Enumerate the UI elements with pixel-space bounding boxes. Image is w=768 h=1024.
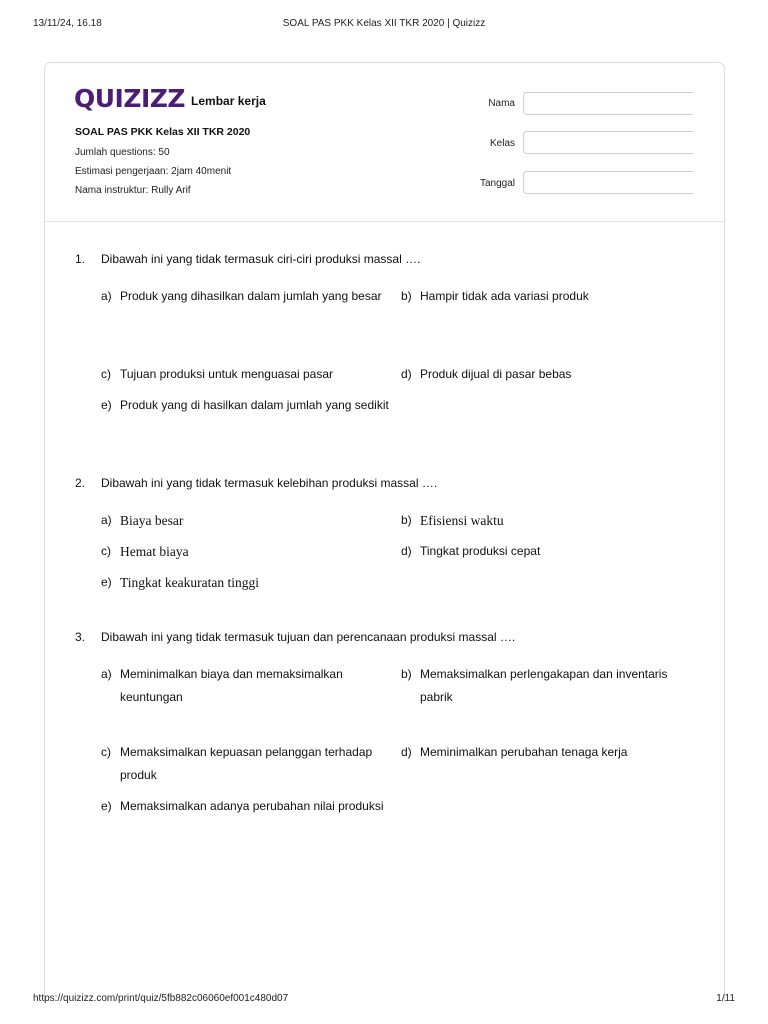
question-number: 3. [75,630,86,644]
option-e: e) Tingkat keakuratan tinggi [101,575,259,590]
instructor-name: Nama instruktur: Rully Arif [75,185,191,196]
option-a: a) Biaya besar [101,513,184,528]
date-label: Tanggal [479,178,515,189]
date-field[interactable] [523,171,693,194]
worksheet-card [44,62,725,1002]
time-estimate: Estimasi pengerjaan: 2jam 40menit [75,166,232,177]
option-e: e) Produk yang di hasilkan dalam jumlah yang sedikit [101,398,389,412]
option-d: d) Produk dijual di pasar bebas [401,367,572,381]
worksheet-label: Lembar kerja [191,94,266,108]
class-field[interactable] [523,131,693,154]
print-page-title: SOAL PAS PKK Kelas XII TKR 2020 | Quizizz [282,18,486,29]
brand [74,86,266,112]
question-text: Dibawah ini yang tidak termasuk ciri-ciri produksi massal …. [101,252,421,266]
questions-count: Jumlah questions: 50 [75,147,170,158]
question-text: Dibawah ini yang tidak termasuk tujuan dan perencanaan produksi massal …. [101,630,516,644]
quizizz-logo: QUIZIZZ [74,84,186,113]
option-b: b) Memaksimalkan perlengakapan dan inventaris pabrik [401,667,668,704]
option-b: b) Hampir tidak ada variasi produk [401,289,589,303]
print-url: https://quizizz.com/print/quiz/5fb882c06060ef001c480d07 [33,993,289,1004]
print-datetime: 13/11/24, 16.18 [33,18,102,29]
worksheet-header [45,63,724,222]
quiz-title: SOAL PAS PKK Kelas XII TKR 2020 [75,126,251,138]
option-c: c) Hemat biaya [101,544,189,559]
print-footer [0,993,768,1007]
name-field[interactable] [523,92,693,115]
name-label: Nama [488,98,515,109]
class-label: Kelas [489,138,515,149]
print-header [0,18,768,32]
option-e: e) Memaksimalkan adanya perubahan nilai produksi [101,799,384,813]
option-b: b) Efisiensi waktu [401,513,504,528]
option-c: c) Memaksimalkan kepuasan pelanggan terhadap produk [101,745,373,782]
option-d: d) Tingkat produksi cepat [401,544,541,558]
question-text: Dibawah ini yang tidak termasuk kelebihan produksi massal …. [101,476,438,490]
option-a: a) Meminimalkan biaya dan memaksimalkan keuntungan [101,667,343,704]
question-number: 1. [75,252,86,266]
answer-options [101,509,701,602]
option-c: c) Tujuan produksi untuk menguasai pasar [101,367,334,381]
page-number: 1/11 [716,993,735,1004]
option-d: d) Meminimalkan perubahan tenaga kerja [401,745,628,759]
question-number: 2. [75,476,86,490]
answer-options [101,663,701,841]
answer-options [101,285,701,440]
option-a: a) Produk yang dihasilkan dalam jumlah yang besar [101,289,382,303]
